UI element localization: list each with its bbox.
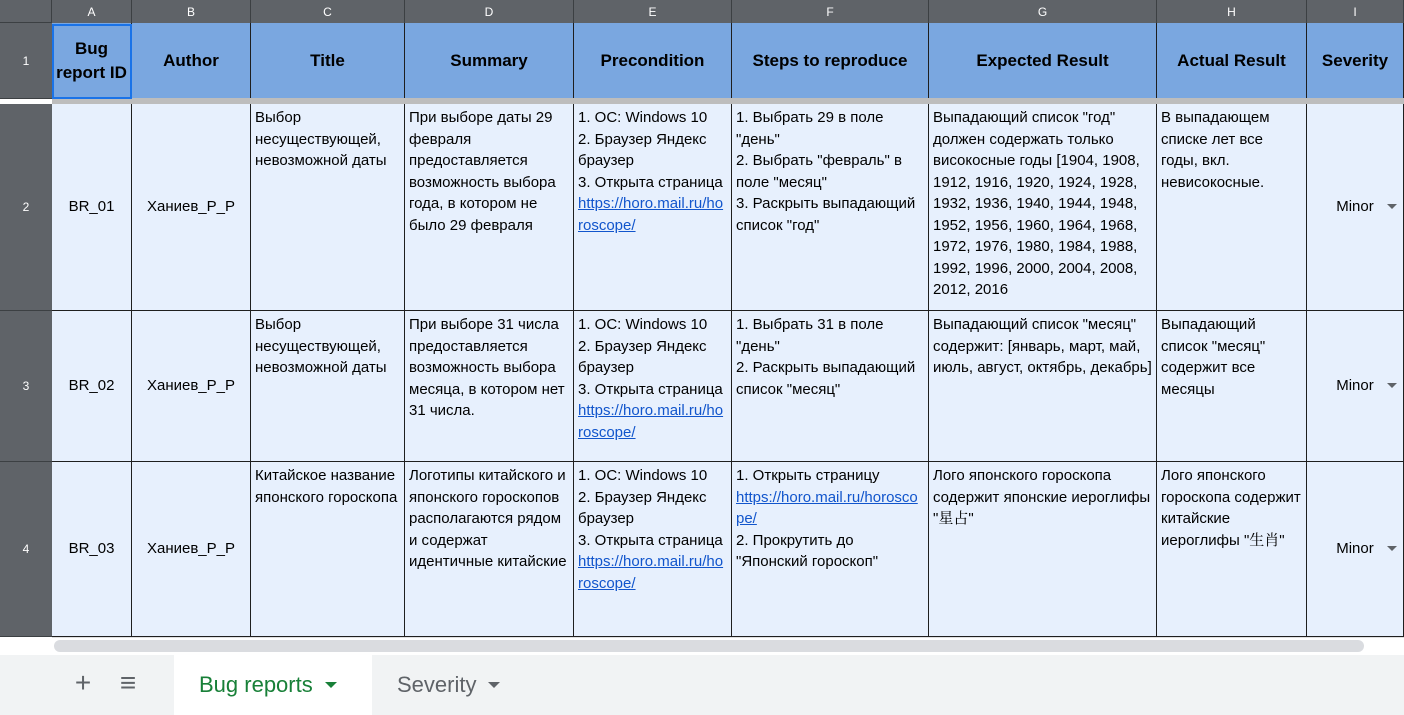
step-1: 1. Выбрать 31 в поле "день" — [736, 316, 884, 355]
plus-icon: + — [74, 667, 92, 698]
cell-a2-bug-id[interactable]: BR_01 — [52, 104, 132, 311]
step-1: 1. Открыть страницу — [736, 467, 880, 484]
cell-e1-header-precondition[interactable]: Precondition — [574, 23, 732, 99]
cell-h3-actual[interactable]: Выпадающий список "месяц" содержит все месяцы — [1157, 311, 1307, 462]
step-2: 2. Прокрутить до "Японский гороскоп" — [736, 531, 879, 570]
precondition-os: 1. ОС: Windows 10 — [578, 467, 708, 484]
precondition-page: 3. Открыта страница — [578, 380, 723, 398]
row-header-2[interactable]: 2 — [0, 104, 52, 311]
horizontal-scrollbar-thumb[interactable] — [54, 640, 1364, 652]
cell-d4-summary[interactable]: Логотипы китайского и японского гороскопов располагаются рядом и содержат идентичные китайские — [405, 462, 574, 637]
precondition-os: 1. ОС: Windows 10 — [578, 109, 708, 126]
caret-down-icon[interactable] — [1387, 383, 1397, 388]
cell-g4-expected[interactable]: Лого японского гороскопа содержит японские иероглифы "星占" — [929, 462, 1157, 637]
severity-value: Minor — [1336, 198, 1374, 216]
select-all-corner[interactable] — [0, 0, 52, 23]
precondition-page: 3. Открыта страница — [578, 173, 723, 191]
step-2: 2. Раскрыть выпадающий список "месяц" — [736, 359, 916, 398]
precondition-browser: 2. Браузер Яндекс браузер — [578, 488, 707, 527]
cell-c1-header-title[interactable]: Title — [251, 23, 405, 99]
cell-b4-author[interactable]: Ханиев_Р_Р — [132, 462, 251, 637]
cell-c2-title[interactable]: Выбор несуществующей, невозможной даты — [251, 104, 405, 311]
cell-d2-summary[interactable]: При выборе даты 29 февраля предоставляется возможность выбора года, в котором не было 29 февраля — [405, 104, 574, 311]
cell-a3-bug-id[interactable]: BR_02 — [52, 311, 132, 462]
cell-g2-expected[interactable]: Выпадающий список "год" должен содержать только високосные годы [1904, 1908, 1912, 1916, 1920, 1924, 1928, 1932, 1936, 1940, 1944, 1948, 1952, 1956, 1960, 1964, 1968, 1972, 1976, 1980, 1984, 1988, 1992, 1996, 2000, 2004, 2008, 2012, 2016 — [929, 104, 1157, 311]
precondition-page: 3. Открыта страница — [578, 531, 723, 549]
step-2: 2. Выбрать "февраль" в поле "месяц" — [736, 152, 902, 191]
column-header-a[interactable]: A — [52, 0, 132, 23]
precondition-browser: 2. Браузер Яндекс браузер — [578, 130, 707, 169]
tab-severity[interactable] — [373, 655, 533, 715]
precondition-link[interactable]: https://horo.mail.ru/horoscope/ — [578, 553, 724, 592]
cell-e2-precondition[interactable] — [574, 104, 732, 311]
tab-label: Bug reports — [199, 672, 313, 697]
cell-i4-severity-dropdown[interactable] — [1307, 462, 1404, 637]
cell-c3-title[interactable]: Выбор несуществующей, невозможной даты — [251, 311, 405, 462]
caret-down-icon[interactable] — [1387, 546, 1397, 551]
tab-bug-reports[interactable] — [174, 655, 372, 715]
cell-d1-header-summary[interactable]: Summary — [405, 23, 574, 99]
cell-e4-precondition[interactable] — [574, 462, 732, 637]
column-header-e[interactable]: E — [574, 0, 732, 23]
precondition-os: 1. ОС: Windows 10 — [578, 316, 708, 333]
severity-value: Minor — [1336, 377, 1374, 395]
menu-icon: ≡ — [119, 667, 137, 698]
column-header-d[interactable]: D — [405, 0, 574, 23]
cell-e3-precondition[interactable] — [574, 311, 732, 462]
row-header-1[interactable]: 1 — [0, 23, 52, 99]
cell-h2-actual[interactable]: В выпадающем списке лет все годы, вкл. невисокосные. — [1157, 104, 1307, 311]
column-header-g[interactable]: G — [929, 0, 1157, 23]
column-header-f[interactable]: F — [732, 0, 929, 23]
steps-link[interactable]: https://horo.mail.ru/horoscope/ — [736, 488, 918, 527]
tab-label: Severity — [397, 672, 477, 697]
cell-f1-header-steps[interactable]: Steps to reproduce — [732, 23, 929, 99]
cell-i2-severity-dropdown[interactable] — [1307, 104, 1404, 311]
caret-down-icon[interactable] — [1387, 204, 1397, 209]
cell-d3-summary[interactable]: При выборе 31 числа предоставляется возможность выбора месяца, в котором нет 31 числа. — [405, 311, 574, 462]
cell-f2-steps[interactable] — [732, 104, 929, 311]
cell-a4-bug-id[interactable]: BR_03 — [52, 462, 132, 637]
precondition-link[interactable]: https://horo.mail.ru/horoscope/ — [578, 402, 724, 441]
cell-i1-header-severity[interactable]: Severity — [1307, 23, 1404, 99]
cell-b3-author[interactable]: Ханиев_Р_Р — [132, 311, 251, 462]
severity-value: Minor — [1336, 540, 1374, 558]
row-header-3[interactable]: 3 — [0, 311, 52, 462]
cell-b1-header-author[interactable]: Author — [132, 23, 251, 99]
cell-h4-actual[interactable]: Лого японского гороскопа содержит китайские иероглифы "生肖" — [1157, 462, 1307, 637]
cell-i3-severity-dropdown[interactable] — [1307, 311, 1404, 462]
cell-f4-steps[interactable] — [732, 462, 929, 637]
cell-c4-title[interactable]: Китайское название японского гороскопа — [251, 462, 405, 637]
cell-h1-header-actual[interactable]: Actual Result — [1157, 23, 1307, 99]
add-sheet-button[interactable] — [63, 662, 103, 704]
cell-g3-expected[interactable]: Выпадающий список "месяц" содержит: [январь, март, май, июль, август, октябрь, декабрь] — [929, 311, 1157, 462]
precondition-link[interactable]: https://horo.mail.ru/horoscope/ — [578, 195, 724, 234]
caret-down-icon[interactable] — [488, 682, 500, 688]
all-sheets-button[interactable] — [108, 662, 148, 704]
cell-b2-author[interactable]: Ханиев_Р_Р — [132, 104, 251, 311]
cell-f3-steps[interactable] — [732, 311, 929, 462]
cell-g1-header-expected[interactable]: Expected Result — [929, 23, 1157, 99]
step-3: 3. Раскрыть выпадающий список "год" — [736, 195, 916, 234]
column-header-h[interactable]: H — [1157, 0, 1307, 23]
cell-a1-header-bug-id[interactable]: Bug report ID — [52, 23, 132, 99]
precondition-browser: 2. Браузер Яндекс браузер — [578, 337, 707, 376]
column-header-b[interactable]: B — [132, 0, 251, 23]
column-header-i[interactable]: I — [1307, 0, 1404, 23]
step-1: 1. Выбрать 29 в поле "день" — [736, 109, 884, 148]
column-header-c[interactable]: C — [251, 0, 405, 23]
caret-down-icon[interactable] — [325, 682, 337, 688]
row-header-4[interactable]: 4 — [0, 462, 52, 637]
